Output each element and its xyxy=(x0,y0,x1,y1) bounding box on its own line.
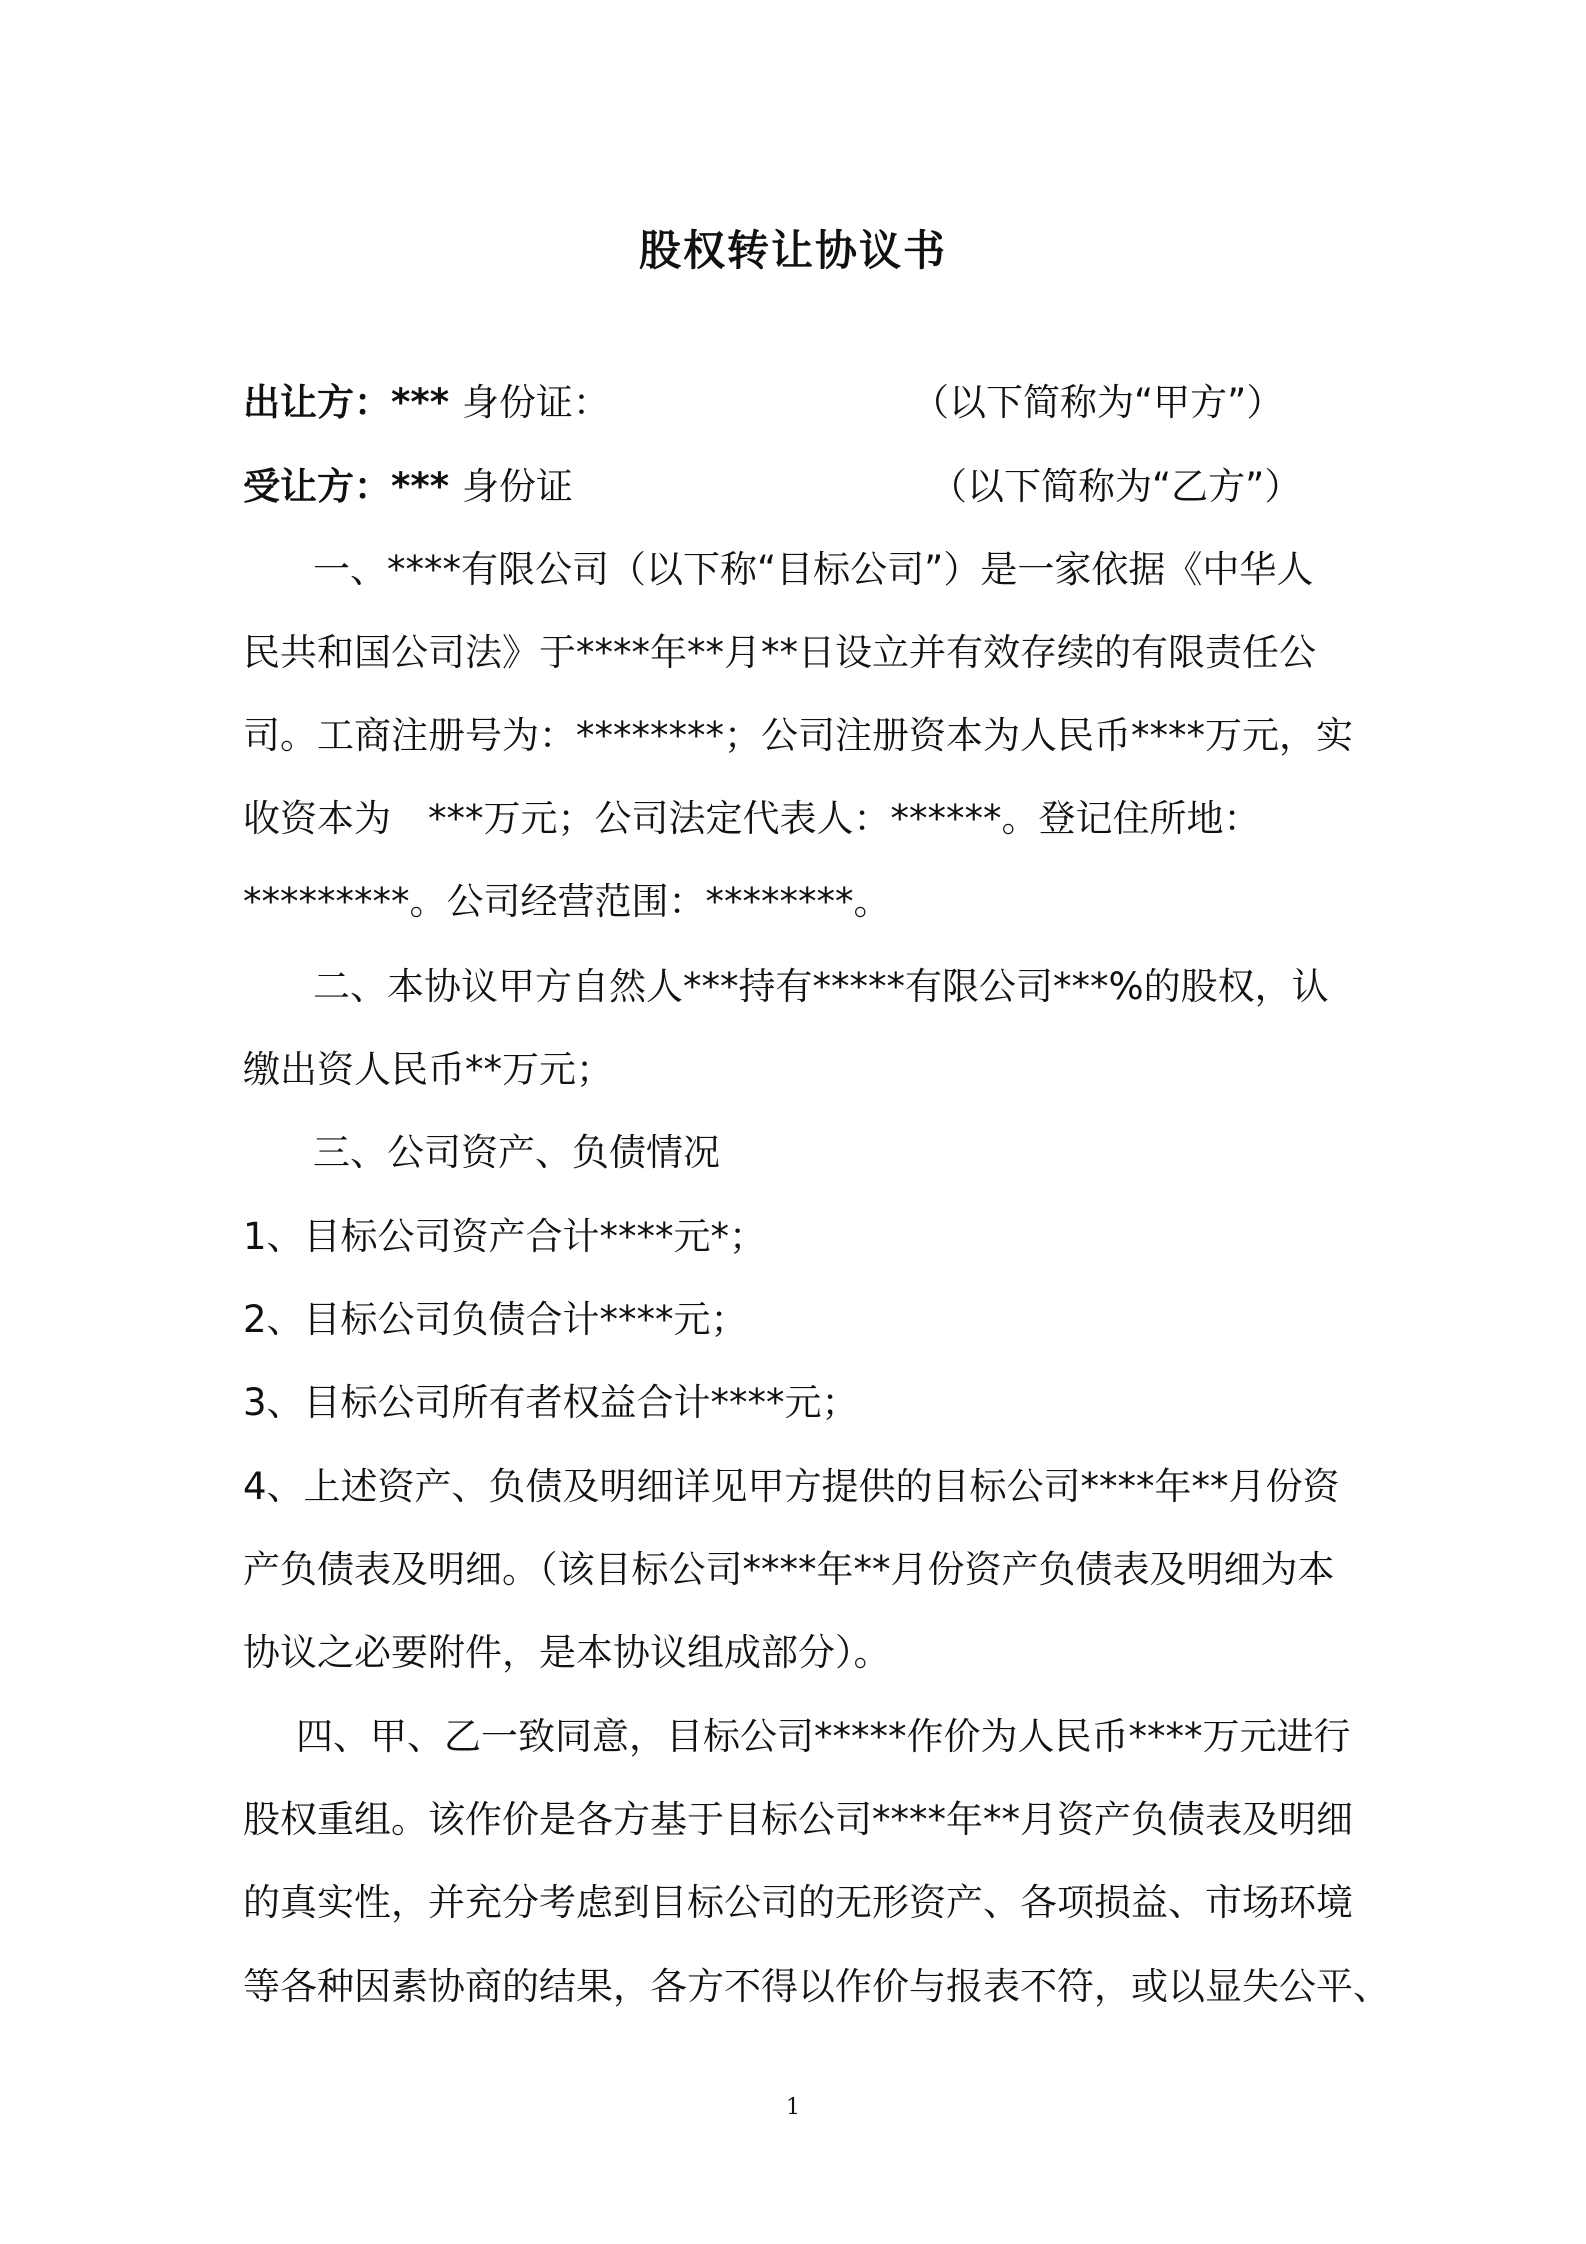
party-name: *** xyxy=(391,381,462,424)
list-item: 3、目标公司所有者权益合计****元； xyxy=(243,1381,859,1424)
body-line: 民共和国公司法》于****年**月**日设立并有效存续的有限责任公 xyxy=(243,631,1316,674)
party-transferor-alias: （以下简称为“甲方”） xyxy=(912,381,1284,424)
party-id-label: 身份证： xyxy=(461,381,610,424)
party-role: 出让方： xyxy=(243,381,391,424)
document-title: 股权转让协议书 xyxy=(638,226,947,275)
body-line: 的真实性，并充分考虑到目标公司的无形资产、各项损益、市场环境 xyxy=(243,1881,1353,1924)
party-transferee xyxy=(243,462,573,512)
party-name: *** xyxy=(391,465,462,508)
body-line: 二、本协议甲方自然人***持有*****有限公司***%的股权，认 xyxy=(313,965,1329,1008)
body-line: 司。工商注册号为：********；公司注册资本为人民币****万元，实 xyxy=(243,714,1353,757)
body-line: 股权重组。该作价是各方基于目标公司****年**月资产负债表及明细 xyxy=(243,1798,1353,1841)
party-id-label: 身份证 xyxy=(461,465,573,508)
party-transferor xyxy=(243,378,610,428)
party-role: 受让方： xyxy=(243,465,391,508)
section-heading: 三、公司资产、负债情况 xyxy=(313,1131,720,1174)
body-line: 产负债表及明细。（该目标公司****年**月份资产负债表及明细为本 xyxy=(243,1548,1335,1591)
page-number: 1 xyxy=(786,2095,800,2120)
party-transferee-alias: （以下简称为“乙方”） xyxy=(930,465,1302,508)
body-line: 四、甲、乙一致同意，目标公司*****作价为人民币****万元进行 xyxy=(296,1715,1351,1758)
body-line: 收资本为 ***万元；公司法定代表人：******。登记住所地： xyxy=(243,797,1261,840)
list-item: 2、目标公司负债合计****元； xyxy=(243,1298,748,1341)
body-line: 一、****有限公司（以下称“目标公司”）是一家依据《中华人 xyxy=(313,548,1314,591)
body-line: *********。公司经营范围：********。 xyxy=(243,880,891,923)
body-line: 缴出资人民币**万元； xyxy=(243,1048,613,1091)
list-item: 4、上述资产、负债及明细详见甲方提供的目标公司****年**月份资 xyxy=(243,1465,1340,1508)
list-item: 1、目标公司资产合计****元*； xyxy=(243,1215,767,1258)
body-line: 协议之必要附件，是本协议组成部分）。 xyxy=(243,1631,891,1674)
body-line: 等各种因素协商的结果，各方不得以作价与报表不符，或以显失公平、 xyxy=(243,1965,1390,2008)
